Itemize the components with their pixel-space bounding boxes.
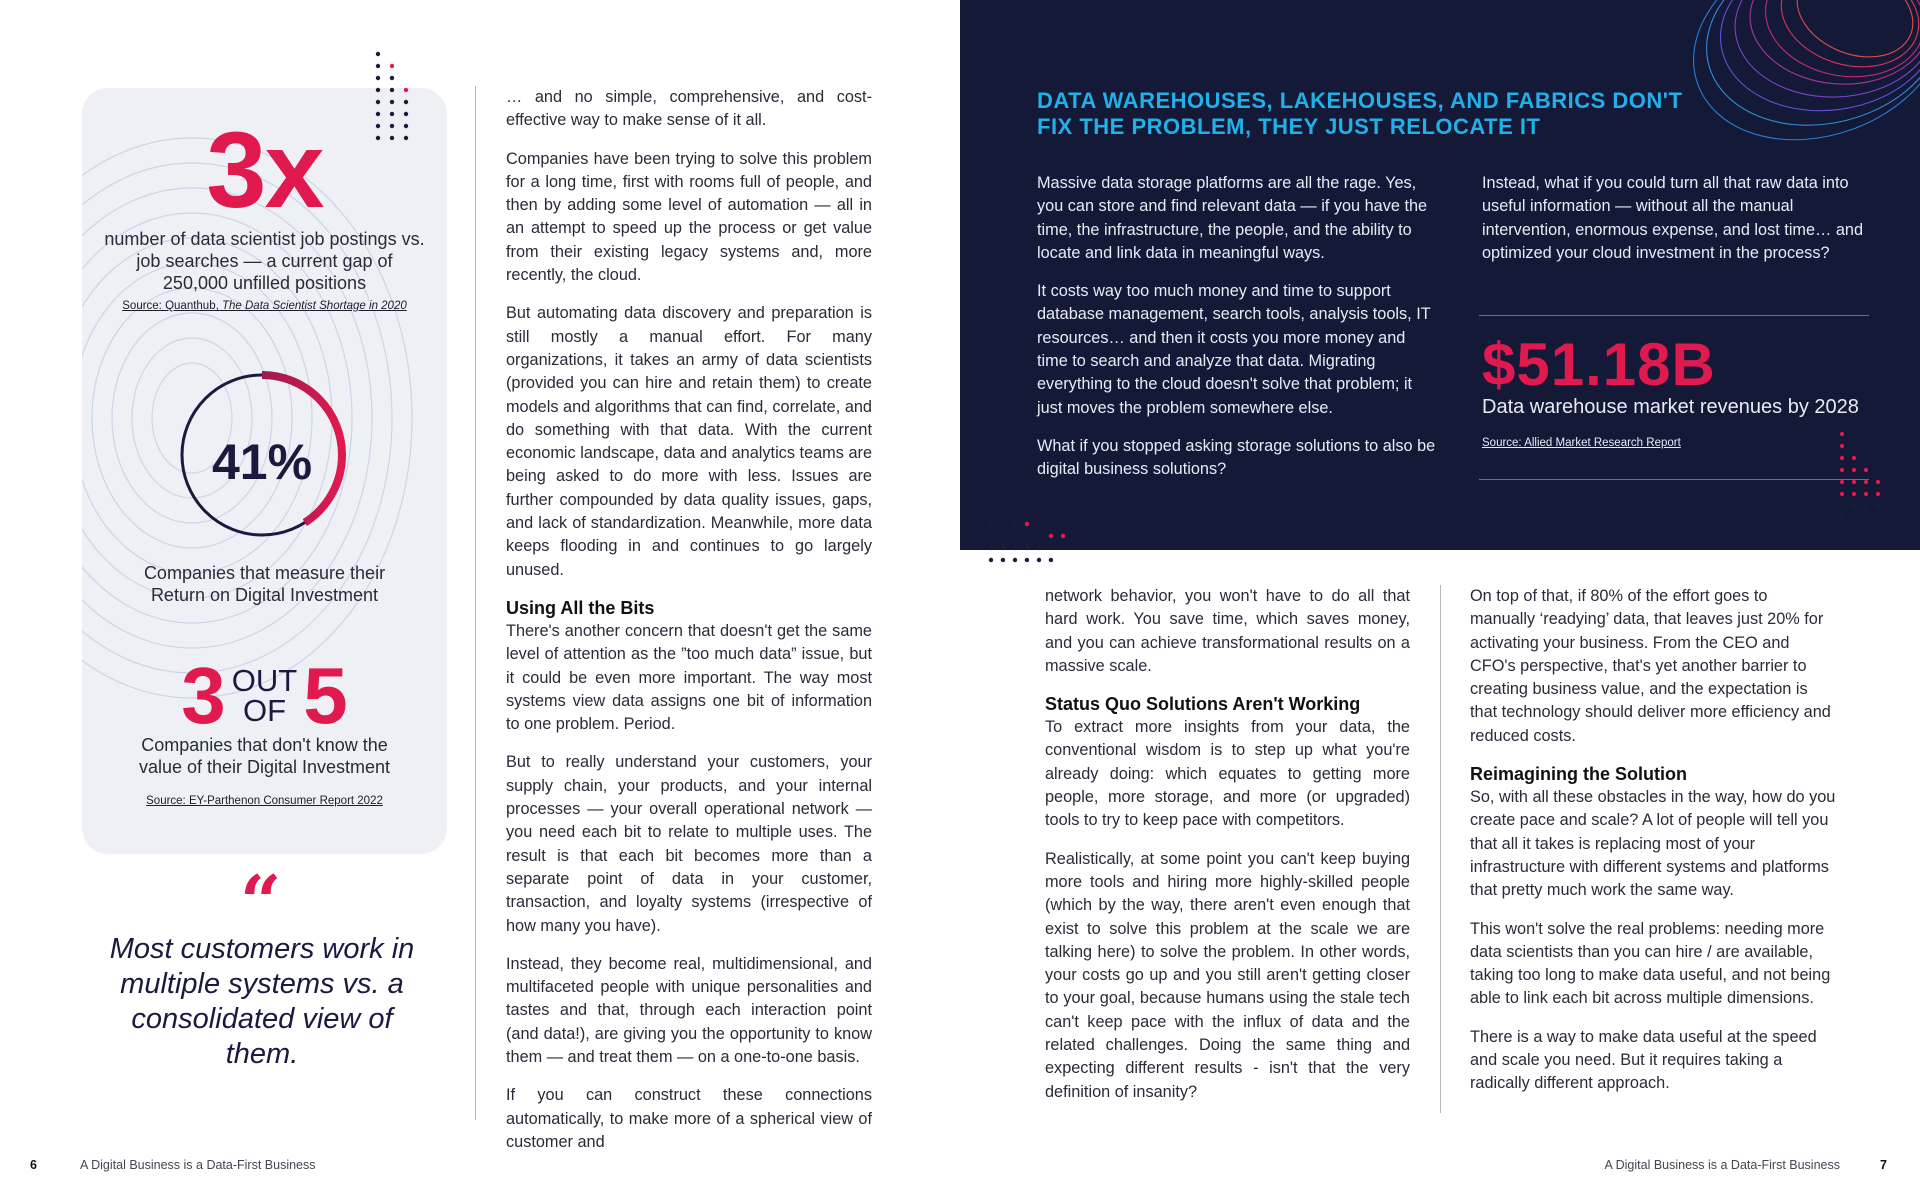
decorative-dots	[372, 50, 422, 142]
stat-num-b: 5	[303, 651, 348, 740]
paragraph: So, with all these obstacles in the way, how do you create pace and scale? A lot of people will tell you that all it takes is replacing most of your infrastructure with different systems and platforms that pretty much work the same way.	[1470, 788, 1836, 900]
paragraph: But to really understand your customers, your supply chain, your products, and your internal processes — your overall operational network — you need each bit to relate to multiple uses. The result is that each bit becomes more than a separate point of data in your customer, transaction, and loyalty systems (irrespective of how many you have).	[506, 753, 872, 935]
stat-3-out-of-5	[82, 651, 447, 740]
paragraph: Companies have been trying to solve this problem for a long time, first with rooms full of people, and then by adding some level of automation — all in an attempt to speed up the process or get value from their existing legacy systems and, more recently, the cloud.	[506, 149, 872, 285]
stat-41-description: Companies that measure their Return on Digital Investment	[143, 563, 386, 605]
paragraph: What if you stopped asking storage solutions to also be digital business solutions?	[1037, 436, 1436, 479]
article-column-1	[506, 86, 872, 1169]
decorative-dots	[988, 520, 1088, 570]
paragraph: Instead, what if you could turn all that raw data into useful information — without all the manual intervention, enormous expense, and lost time… and optimized your cloud investment in the process?	[1482, 174, 1864, 262]
page-number-right: 7	[1880, 1158, 1887, 1172]
decorative-dots	[1834, 430, 1894, 522]
pull-quote: Most customers work in multiple systems vs. a consolidated view of them.	[109, 933, 415, 1070]
source-title: The Data Scientist Shortage in 2020	[221, 300, 407, 312]
paragraph: There's another concern that doesn't get the same level of attention as the ”too much data” issue, but it could be even more important. The way most systems view data assigns one bit of information to one problem. Period.	[506, 621, 872, 734]
article-column-3	[1045, 585, 1410, 1119]
stat-3x-description: number of data scientist job postings vs. job searches — a current gap of 250,000 unfilled positions	[104, 229, 425, 293]
footer-title-left: A Digital Business is a Data-First Business	[80, 1158, 316, 1172]
paragraph: If you can construct these connections automatically, to make more of a spherical view of customer and	[506, 1086, 872, 1151]
stat-41-value: 41%	[211, 434, 313, 490]
paragraph: To extract more insights from your data, the conventional wisdom is to step up what you're already doing: which equates to getting more people, more storage, and more (or upgraded) tools to try to keep pace with competitors.	[1045, 718, 1410, 830]
stat-3of5-source: Source: EY-Parthenon Consumer Report 2022	[146, 795, 383, 807]
stat-3x-value: 3x	[206, 109, 323, 230]
market-stat-source: Source: Allied Market Research Report	[1482, 437, 1681, 449]
section-heading: Using All the Bits	[506, 597, 655, 618]
section-heading: Reimagining the Solution	[1470, 764, 1687, 785]
paragraph: But automating data discovery and preparation is still mostly a manual effort. For many organizations, it takes an army of data scientists (provided you can hire and retain them) to create models and algorithms that can find, correlate, and do something with that data. With the current economic landscape, data and analytics teams are being asked to do more with less. Issues are further compounded by data quality issues, gaps, and lack of standardization. Meanwhile, more data keeps flooding in and continues to go largely unused.	[506, 304, 872, 579]
word-of: OF	[242, 693, 287, 728]
paragraph: Instead, they become real, multidimensional, and multifaceted people with unique personalities and tastes and that, through each interaction point (and data!), are giving you the opportunity to know them — and treat them — on a one-to-one basis.	[506, 954, 872, 1066]
panel-right-column	[1482, 172, 1872, 280]
paragraph: Realistically, at some point you can't keep buying more tools and hiring more highly-skilled people (which by the way, there aren't even enough that exist to solve this problem at the scale we are talking here) to solve the problem. In other words, your costs go up and you still aren't getting closer to your goal, because humans using the stale tech can't keep pace with the influx of data and the related challenges. Doing the same thing and expecting different results - isn't that the very definition of insanity?	[1045, 849, 1410, 1101]
stats-card	[82, 88, 447, 854]
paragraph: Massive data storage platforms are all the rage. Yes, you can store and find relevant data — if you have the time, the infrastructure, the people, and the ability to locate and link data in meaningful ways.	[1037, 174, 1428, 262]
abstract-swirl-graphic	[1620, 0, 1920, 150]
panel-title-line-1: DATA WAREHOUSES, LAKEHOUSES, AND FABRICS DON'T	[1037, 88, 1683, 113]
footer-title-right: A Digital Business is a Data-First Business	[1604, 1158, 1840, 1172]
paragraph: There is a way to make data useful at the speed and scale you need. But it requires taking a radically different approach.	[1470, 1027, 1817, 1093]
paragraph: It costs way too much money and time to support database management, search tools, analysis tools, IT resources… and then it costs you more money and time to search and analyze that data. Migrating everything to the cloud doesn't solve that problem; it just moves the problem somewhere else.	[1037, 282, 1431, 417]
paragraph: This won't solve the real problems: needing more data scientists than you can hire / are available, taking too long to make data useful, and not being able to link each bit across multiple dimensions.	[1470, 919, 1831, 1008]
stat-3x-source	[82, 300, 447, 312]
page-number-left: 6	[30, 1158, 37, 1172]
paragraph: … and no simple, comprehensive, and cost-effective way to make sense of it all.	[506, 88, 872, 130]
stat-3of5-description: Companies that don't know the value of their Digital Investment	[138, 735, 391, 777]
divider	[1479, 315, 1869, 316]
divider	[1479, 479, 1869, 480]
panel-title-line-2: FIX THE PROBLEM, THEY JUST RELOCATE IT	[1037, 114, 1541, 139]
market-stat-label: Data warehouse market revenues by 2028	[1482, 396, 1859, 418]
article-column-4	[1470, 585, 1836, 1111]
section-heading: Status Quo Solutions Aren't Working	[1045, 694, 1361, 715]
panel-left-column	[1037, 172, 1437, 497]
paragraph: network behavior, you won't have to do all that hard work. You save time, which saves money, and you can achieve transformational results on a massive scale.	[1045, 587, 1410, 675]
word-out: OUT	[231, 663, 298, 698]
column-divider	[475, 86, 476, 1120]
market-stat-value: $51.18B	[1482, 331, 1716, 398]
quote-mark-icon: “	[240, 859, 282, 944]
stat-num-a: 3	[181, 651, 226, 740]
out-of-words	[231, 663, 298, 728]
column-divider	[1440, 585, 1441, 1113]
source-prefix: Source: Quanthub,	[122, 300, 222, 312]
paragraph: On top of that, if 80% of the effort goes to manually ‘readying’ data, that leaves just 20% for activating your business. From the CEO and CFO's perspective, that's yet another barrier to creating business value, and the expectation is that technology should deliver more efficiency and reduced costs.	[1470, 587, 1831, 745]
